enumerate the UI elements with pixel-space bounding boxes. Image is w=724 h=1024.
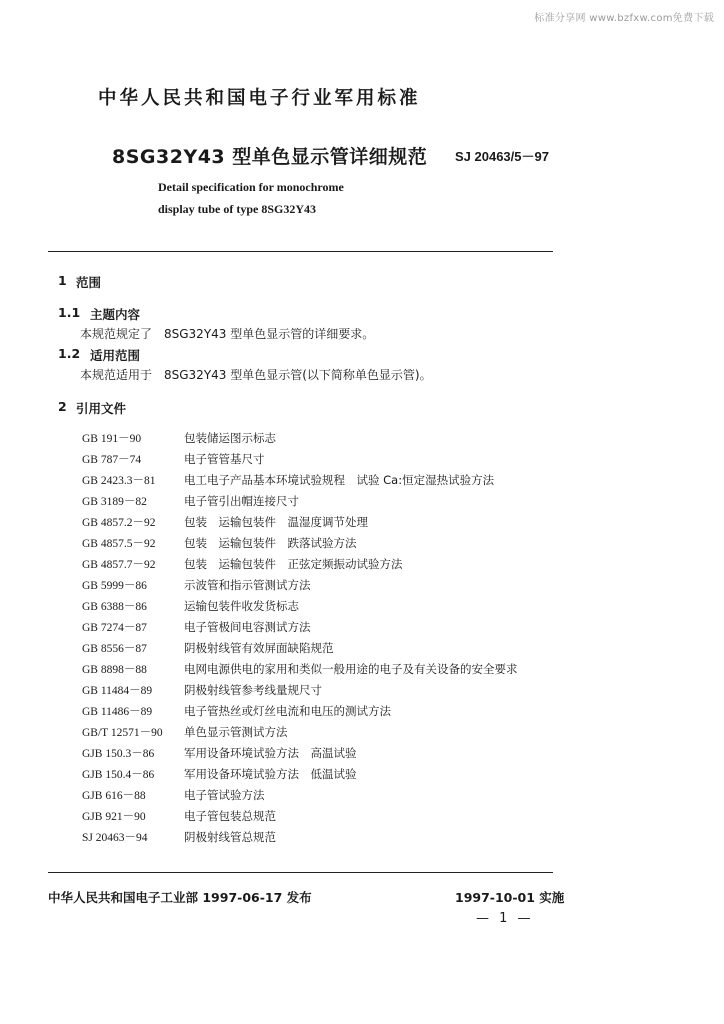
ref-code: GB 2423.3－81 bbox=[82, 475, 156, 487]
section-1-number: 1 bbox=[58, 273, 67, 288]
doc-code: SJ 20463/5－97 bbox=[455, 149, 549, 164]
ref-title: 包装 运输包装件 跌落试验方法 bbox=[184, 536, 357, 550]
ref-title: 电工电子产品基本环境试验规程 试验 Ca:恒定湿热试验方法 bbox=[184, 473, 495, 487]
org-title: 中华人民共和国电子行业军用标准 bbox=[98, 88, 421, 109]
ref-title: 包装 运输包装件 正弦定频振动试验方法 bbox=[184, 557, 403, 571]
ref-code: GB 6388－86 bbox=[82, 601, 147, 613]
section-2-number: 2 bbox=[58, 399, 67, 414]
ref-code: GB 4857.2－92 bbox=[82, 517, 156, 529]
ref-code: GB 787－74 bbox=[82, 454, 142, 466]
ref-code: GB 7274－87 bbox=[82, 622, 147, 634]
ref-code: GB 8898－88 bbox=[82, 664, 147, 676]
ref-title: 军用设备环境试验方法 低温试验 bbox=[184, 767, 357, 781]
ref-title: 电子管试验方法 bbox=[184, 788, 265, 802]
ref-code: GB 4857.5－92 bbox=[82, 538, 156, 550]
ref-title: 电子管热丝或灯丝电流和电压的测试方法 bbox=[184, 704, 391, 718]
watermark-text: 标准分享网 www.bzfxw.com免费下载 bbox=[534, 13, 714, 24]
effective-date: 1997-10-01 实施 bbox=[455, 890, 565, 905]
section-1-2-title: 适用范围 bbox=[90, 348, 141, 363]
ref-title: 阴极射线管总规范 bbox=[184, 830, 276, 844]
section-1-1-number: 1.1 bbox=[58, 305, 81, 320]
ref-title: 电子管管基尺寸 bbox=[184, 452, 265, 466]
ref-code: GB 11486－89 bbox=[82, 706, 153, 718]
ref-code: GB 4857.7－92 bbox=[82, 559, 156, 571]
ref-code: GJB 150.4－86 bbox=[82, 769, 155, 781]
ref-title: 电网电源供电的家用和类似一般用途的电子及有关设备的安全要求 bbox=[184, 662, 518, 676]
ref-title: 阴极射线管有效屏面缺陷规范 bbox=[184, 641, 334, 655]
ref-code: GB 3189－82 bbox=[82, 496, 147, 508]
ref-code: GJB 150.3－86 bbox=[82, 748, 155, 760]
ref-code: GB 191－90 bbox=[82, 433, 142, 445]
ref-title: 示波管和指示管测试方法 bbox=[184, 578, 311, 592]
ref-title: 电子管极间电容测试方法 bbox=[184, 620, 311, 634]
ref-title: 电子管包装总规范 bbox=[184, 809, 276, 823]
section-1-1-body: 本规范规定了 8SG32Y43 型单色显示管的详细要求。 bbox=[80, 327, 375, 341]
section-1-2-body: 本规范适用于 8SG32Y43 型单色显示管(以下简称单色显示管)。 bbox=[80, 368, 432, 382]
ref-code: GB 8556－87 bbox=[82, 643, 147, 655]
ref-code: GB/T 12571－90 bbox=[82, 727, 163, 739]
page-number: — 1 — bbox=[476, 911, 534, 926]
ref-title: 单色显示管测试方法 bbox=[184, 725, 288, 739]
english-title-line1: Detail specification for monochrome bbox=[158, 180, 344, 194]
bottom-rule bbox=[48, 872, 553, 873]
ref-title: 军用设备环境试验方法 高温试验 bbox=[184, 746, 357, 760]
ref-code: GJB 616－88 bbox=[82, 790, 146, 802]
ref-code: SJ 20463－94 bbox=[82, 832, 148, 844]
section-2-title: 引用文件 bbox=[76, 401, 127, 416]
ref-code: GB 11484－89 bbox=[82, 685, 153, 697]
issuer-line: 中华人民共和国电子工业部 1997-06-17 发布 bbox=[48, 890, 312, 905]
ref-title: 阴极射线管参考线量规尺寸 bbox=[184, 683, 322, 697]
ref-title: 电子管引出帽连接尺寸 bbox=[184, 494, 299, 508]
section-1-title: 范围 bbox=[76, 275, 102, 290]
ref-code: GJB 921－90 bbox=[82, 811, 146, 823]
english-title-line2: display tube of type 8SG32Y43 bbox=[158, 202, 317, 216]
section-1-1-title: 主题内容 bbox=[90, 307, 141, 322]
section-1-2-number: 1.2 bbox=[58, 346, 81, 361]
ref-title: 运输包装件收发货标志 bbox=[184, 599, 299, 613]
ref-code: GB 5999－86 bbox=[82, 580, 147, 592]
doc-title: 8SG32Y43 型单色显示管详细规范 bbox=[112, 146, 428, 168]
top-rule bbox=[48, 251, 553, 252]
ref-title: 包装储运图示标志 bbox=[184, 431, 276, 445]
ref-title: 包装 运输包装件 温湿度调节处理 bbox=[184, 515, 368, 529]
